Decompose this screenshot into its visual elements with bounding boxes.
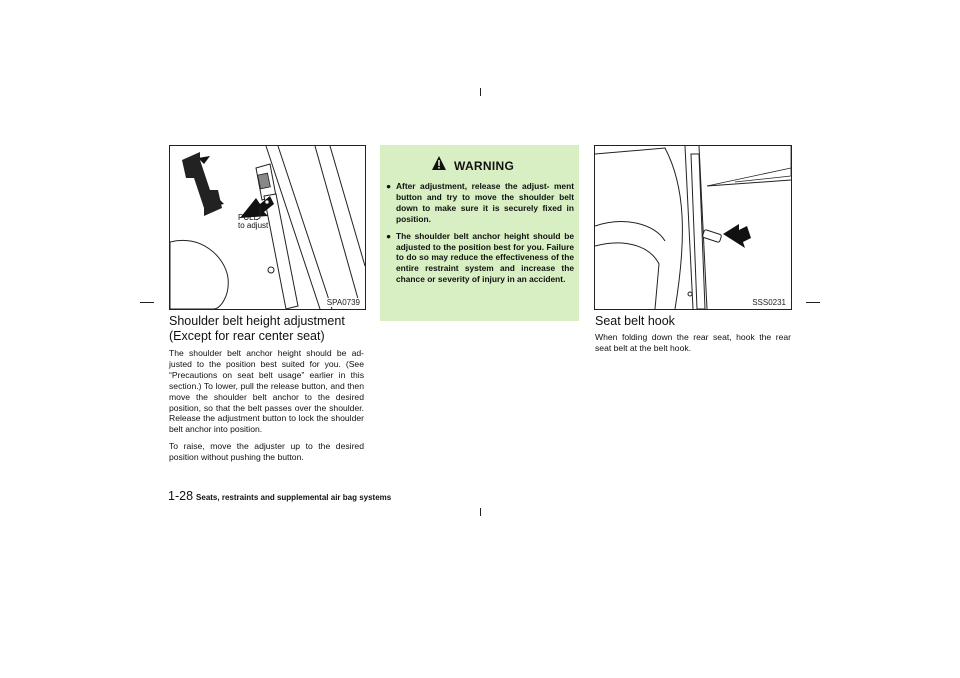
warning-item-text: The shoulder belt anchor height should be adjusted to the position best for you. Failure to do so may reduce the effectiveness of the entire restraint system and increase the chance or severity of injury in an accident.	[396, 230, 574, 285]
crop-mark-bottom	[480, 508, 481, 516]
body-paragraph-1: The shoulder belt anchor height should be ad- justed to the position best suited for you. (See “Precautions on seat belt usage” earlier in this section.) To lower, pull the release button, and then move the shoulder belt anchor to the desired position, so that the belt passes over the shoulder. Release the adjustment button to lock the shoulder belt anchor into position.	[169, 348, 364, 435]
callout-pull: PULL	[238, 213, 259, 222]
figure-code-right: SSS0231	[752, 298, 786, 307]
warning-item	[386, 181, 574, 225]
warning-item	[386, 231, 574, 286]
warning-header	[380, 152, 579, 174]
figure-code-left: SPA0739	[326, 298, 360, 307]
section-heading-seat-belt-hook: Seat belt hook	[595, 314, 675, 328]
heading-line-1: Shoulder belt height adjustment	[169, 314, 345, 328]
belt-hook-figure	[594, 145, 792, 310]
bullet-icon: ●	[386, 230, 392, 241]
footer-section-title: Seats, restraints and supplemental air bag systems	[196, 493, 392, 502]
adjust-direction-icon	[182, 152, 224, 216]
heading-line-2: (Except for rear center seat)	[169, 329, 325, 343]
warning-item-text: After adjustment, release the adjust- ment button and try to move the shoulder belt down to make sure it is securely fixed in position.	[396, 181, 574, 224]
belt-hook-illustration	[595, 146, 791, 309]
warning-title: WARNING	[454, 159, 515, 173]
warning-icon	[431, 155, 447, 171]
shoulder-belt-figure	[169, 145, 366, 310]
bullet-icon: ●	[386, 181, 392, 191]
warning-list	[386, 181, 574, 291]
hook-paragraph: When folding down the rear seat, hook the rear seat belt at the belt hook.	[595, 332, 791, 353]
crop-mark-top	[480, 88, 481, 96]
crop-mark-right	[806, 302, 820, 303]
callout-to-adjust: to adjust	[238, 221, 269, 230]
warning-box	[380, 145, 579, 321]
page-footer	[168, 489, 391, 503]
page-number: 1-28	[168, 489, 194, 503]
section-heading-shoulder-belt	[169, 314, 389, 344]
hook-arrow-icon	[723, 224, 751, 248]
crop-mark-left	[140, 302, 154, 303]
body-paragraph-2: To raise, move the adjuster up to the desired position without pushing the button.	[169, 441, 364, 462]
